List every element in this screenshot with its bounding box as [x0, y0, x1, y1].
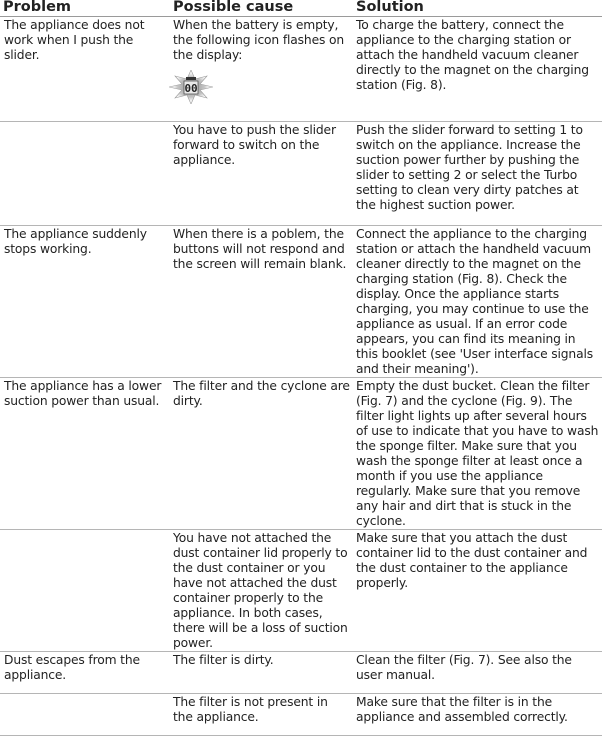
cause-text: When the battery is empty, the following icon flashes on the display:	[173, 18, 345, 62]
table-row	[0, 122, 602, 226]
problem-cell	[0, 530, 170, 652]
cause-cell: When there is a poblem, the buttons will not respond and the screen will remain blank.	[170, 226, 353, 378]
solution-cell: Connect the appliance to the charging station or attach the handheld vacuum cleaner directly to the magnet on the charging station (Fig. 8). Check the display. Once the appliance starts charging, you may continue to use the appliance as usual. If an error code appears, you can find its meaning in this booklet (see 'User interface signals and their meaning').	[353, 226, 602, 378]
battery-empty-display-icon	[169, 70, 213, 104]
cause-cell: You have not attached the dust container lid properly to the dust container or you have not attached the dust container properly to the appliance. In both cases, there will be a loss of suction power.	[170, 530, 353, 652]
problem-cell	[0, 694, 170, 736]
header-solution: Solution	[353, 0, 602, 17]
cause-cell	[170, 17, 353, 122]
table-row	[0, 17, 602, 122]
table-row	[0, 694, 602, 736]
cause-cell: The filter and the cyclone are dirty.	[170, 378, 353, 530]
solution-cell: Make sure that the filter is in the appliance and assembled correctly.	[353, 694, 602, 736]
solution-cell: Empty the dust bucket. Clean the filter (Fig. 7) and the cyclone (Fig. 9). The filter light lights up after several hours of use to indicate that you have to wash the sponge filter. Make sure that you wash the sponge filter at least once a month if you use the appliance regularly. Make sure that you remove any hair and dirt that is stuck in the cyclone.	[353, 378, 602, 530]
table-row	[0, 530, 602, 652]
problem-cell: The appliance has a lower suction power than usual.	[0, 378, 170, 530]
solution-cell: Clean the filter (Fig. 7). See also the user manual.	[353, 652, 602, 694]
table-row	[0, 652, 602, 694]
header-possible-cause: Possible cause	[170, 0, 353, 17]
table-row	[0, 378, 602, 530]
problem-cell: The appliance suddenly stops working.	[0, 226, 170, 378]
problem-cell	[0, 122, 170, 226]
solution-cell: Make sure that you attach the dust container lid to the dust container and the dust container to the appliance properly.	[353, 530, 602, 652]
icon-display-text: 00	[184, 82, 198, 95]
problem-cell: The appliance does not work when I push the slider.	[0, 17, 170, 122]
solution-cell: Push the slider forward to setting 1 to switch on the appliance. Increase the suction power further by pushing the slider to setting 2 or select the Turbo setting to clean very dirty patches at the highest suction power.	[353, 122, 602, 226]
cause-cell: The filter is dirty.	[170, 652, 353, 694]
table-row	[0, 226, 602, 378]
solution-cell: To charge the battery, connect the appliance to the charging station or attach the handheld vacuum cleaner directly to the magnet on the charging station (Fig. 8).	[353, 17, 602, 122]
table-header-row	[0, 0, 602, 17]
problem-cell: Dust escapes from the appliance.	[0, 652, 170, 694]
header-problem: Problem	[0, 0, 170, 17]
cause-cell: You have to push the slider forward to switch on the appliance.	[170, 122, 353, 226]
cause-cell: The filter is not present in the appliance.	[170, 694, 353, 736]
